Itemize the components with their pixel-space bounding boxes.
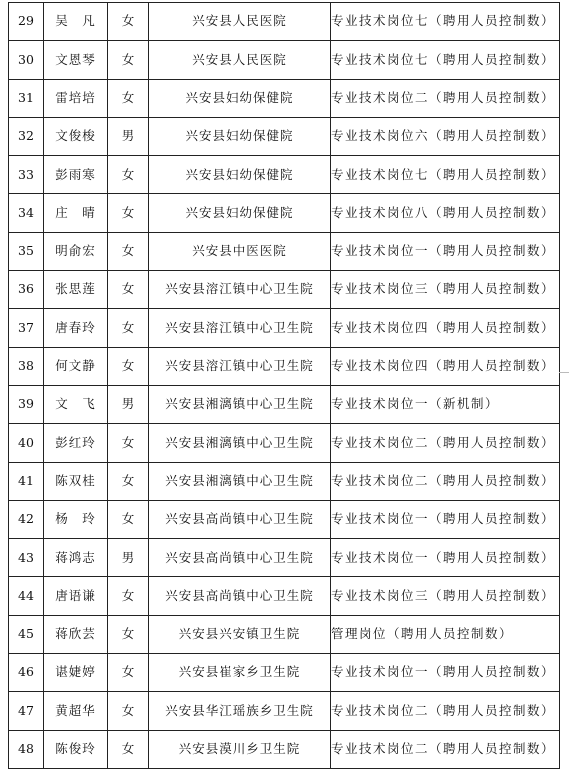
gender-cell: 女 — [108, 730, 149, 768]
gender-cell: 女 — [108, 500, 149, 538]
gender-cell: 女 — [108, 156, 149, 194]
gender-cell: 女 — [108, 309, 149, 347]
position-cell: 专业技术岗位六（聘用人员控制数） — [331, 117, 560, 155]
employer-unit-cell: 兴安县溶江镇中心卫生院 — [149, 309, 331, 347]
position-cell: 专业技术岗位七（聘用人员控制数） — [331, 41, 560, 79]
name-cell: 黄超华 — [44, 692, 108, 730]
name-cell: 何文静 — [44, 347, 108, 385]
position-cell: 专业技术岗位一（新机制） — [331, 385, 560, 423]
position-cell: 专业技术岗位四（聘用人员控制数） — [331, 347, 560, 385]
name-cell: 彭红玲 — [44, 424, 108, 462]
table-row — [9, 309, 560, 347]
table-row — [9, 79, 560, 117]
name-cell: 唐春玲 — [44, 309, 108, 347]
position-cell: 专业技术岗位三（聘用人员控制数） — [331, 577, 560, 615]
gender-cell: 女 — [108, 692, 149, 730]
serial-number-cell: 35 — [9, 232, 44, 270]
name-cell: 明俞宏 — [44, 232, 108, 270]
table-row — [9, 692, 560, 730]
serial-number-cell: 38 — [9, 347, 44, 385]
position-cell: 专业技术岗位七（聘用人员控制数） — [331, 3, 560, 41]
gender-cell: 男 — [108, 117, 149, 155]
gender-cell: 女 — [108, 271, 149, 309]
employer-unit-cell: 兴安县妇幼保健院 — [149, 79, 331, 117]
gender-cell: 女 — [108, 347, 149, 385]
gender-cell: 男 — [108, 539, 149, 577]
table-row — [9, 730, 560, 768]
table-row — [9, 41, 560, 79]
position-cell: 专业技术岗位三（聘用人员控制数） — [331, 271, 560, 309]
serial-number-cell: 48 — [9, 730, 44, 768]
employer-unit-cell: 兴安县湘漓镇中心卫生院 — [149, 385, 331, 423]
employer-unit-cell: 兴安县妇幼保健院 — [149, 194, 331, 232]
employer-unit-cell: 兴安县华江瑶族乡卫生院 — [149, 692, 331, 730]
table-row — [9, 539, 560, 577]
table-row — [9, 462, 560, 500]
position-cell: 专业技术岗位七（聘用人员控制数） — [331, 156, 560, 194]
serial-number-cell: 41 — [9, 462, 44, 500]
employer-unit-cell: 兴安县人民医院 — [149, 41, 331, 79]
table-row — [9, 347, 560, 385]
employer-unit-cell: 兴安县高尚镇中心卫生院 — [149, 539, 331, 577]
name-cell: 谌婕婷 — [44, 654, 108, 692]
name-cell: 庄 晴 — [44, 194, 108, 232]
serial-number-cell: 31 — [9, 79, 44, 117]
gender-cell: 女 — [108, 194, 149, 232]
gender-cell: 女 — [108, 424, 149, 462]
serial-number-cell: 34 — [9, 194, 44, 232]
gender-cell: 女 — [108, 462, 149, 500]
table-row — [9, 615, 560, 653]
employer-unit-cell: 兴安县中医医院 — [149, 232, 331, 270]
position-cell: 专业技术岗位二（聘用人员控制数） — [331, 79, 560, 117]
employer-unit-cell: 兴安县湘漓镇中心卫生院 — [149, 424, 331, 462]
position-cell: 专业技术岗位二（聘用人员控制数） — [331, 730, 560, 768]
position-cell: 专业技术岗位一（聘用人员控制数） — [331, 654, 560, 692]
serial-number-cell: 47 — [9, 692, 44, 730]
table-row — [9, 232, 560, 270]
table-row — [9, 577, 560, 615]
name-cell: 陈俊玲 — [44, 730, 108, 768]
name-cell: 杨 玲 — [44, 500, 108, 538]
table-row — [9, 500, 560, 538]
serial-number-cell: 42 — [9, 500, 44, 538]
name-cell: 文恩琴 — [44, 41, 108, 79]
position-cell: 专业技术岗位一（聘用人员控制数） — [331, 500, 560, 538]
gender-cell: 女 — [108, 577, 149, 615]
gender-cell: 女 — [108, 79, 149, 117]
position-cell: 管理岗位（聘用人员控制数） — [331, 615, 560, 653]
gender-cell: 男 — [108, 385, 149, 423]
position-cell: 专业技术岗位一（聘用人员控制数） — [331, 539, 560, 577]
position-cell: 专业技术岗位二（聘用人员控制数） — [331, 424, 560, 462]
gender-cell: 女 — [108, 232, 149, 270]
name-cell: 张思莲 — [44, 271, 108, 309]
serial-number-cell: 45 — [9, 615, 44, 653]
employer-unit-cell: 兴安县漠川乡卫生院 — [149, 730, 331, 768]
position-cell: 专业技术岗位一（聘用人员控制数） — [331, 232, 560, 270]
name-cell: 雷培培 — [44, 79, 108, 117]
name-cell: 唐语谦 — [44, 577, 108, 615]
serial-number-cell: 46 — [9, 654, 44, 692]
serial-number-cell: 39 — [9, 385, 44, 423]
table-row — [9, 156, 560, 194]
personnel-table — [8, 2, 560, 769]
name-cell: 蒋欣芸 — [44, 615, 108, 653]
employer-unit-cell: 兴安县妇幼保健院 — [149, 156, 331, 194]
position-cell: 专业技术岗位二（聘用人员控制数） — [331, 462, 560, 500]
position-cell: 专业技术岗位八（聘用人员控制数） — [331, 194, 560, 232]
employer-unit-cell: 兴安县人民医院 — [149, 3, 331, 41]
gender-cell: 女 — [108, 654, 149, 692]
table-row — [9, 3, 560, 41]
serial-number-cell: 44 — [9, 577, 44, 615]
position-cell: 专业技术岗位四（聘用人员控制数） — [331, 309, 560, 347]
name-cell: 文俊梭 — [44, 117, 108, 155]
table-row — [9, 271, 560, 309]
gender-cell: 女 — [108, 41, 149, 79]
serial-number-cell: 29 — [9, 3, 44, 41]
serial-number-cell: 36 — [9, 271, 44, 309]
scan-edge-mark — [559, 372, 569, 373]
table-row — [9, 194, 560, 232]
name-cell: 彭雨寒 — [44, 156, 108, 194]
gender-cell: 女 — [108, 615, 149, 653]
employer-unit-cell: 兴安县崔家乡卫生院 — [149, 654, 331, 692]
employer-unit-cell: 兴安县湘漓镇中心卫生院 — [149, 462, 331, 500]
table-row — [9, 385, 560, 423]
name-cell: 陈双桂 — [44, 462, 108, 500]
position-cell: 专业技术岗位二（聘用人员控制数） — [331, 692, 560, 730]
name-cell: 吴 凡 — [44, 3, 108, 41]
serial-number-cell: 37 — [9, 309, 44, 347]
personnel-table-body — [9, 3, 560, 769]
serial-number-cell: 32 — [9, 117, 44, 155]
table-row — [9, 117, 560, 155]
table-row — [9, 654, 560, 692]
table-row — [9, 424, 560, 462]
name-cell: 蒋鸿志 — [44, 539, 108, 577]
employer-unit-cell: 兴安县高尚镇中心卫生院 — [149, 577, 331, 615]
serial-number-cell: 33 — [9, 156, 44, 194]
employer-unit-cell: 兴安县高尚镇中心卫生院 — [149, 500, 331, 538]
employer-unit-cell: 兴安县溶江镇中心卫生院 — [149, 347, 331, 385]
serial-number-cell: 30 — [9, 41, 44, 79]
serial-number-cell: 43 — [9, 539, 44, 577]
gender-cell: 女 — [108, 3, 149, 41]
employer-unit-cell: 兴安县妇幼保健院 — [149, 117, 331, 155]
serial-number-cell: 40 — [9, 424, 44, 462]
employer-unit-cell: 兴安县兴安镇卫生院 — [149, 615, 331, 653]
employer-unit-cell: 兴安县溶江镇中心卫生院 — [149, 271, 331, 309]
name-cell: 文 飞 — [44, 385, 108, 423]
